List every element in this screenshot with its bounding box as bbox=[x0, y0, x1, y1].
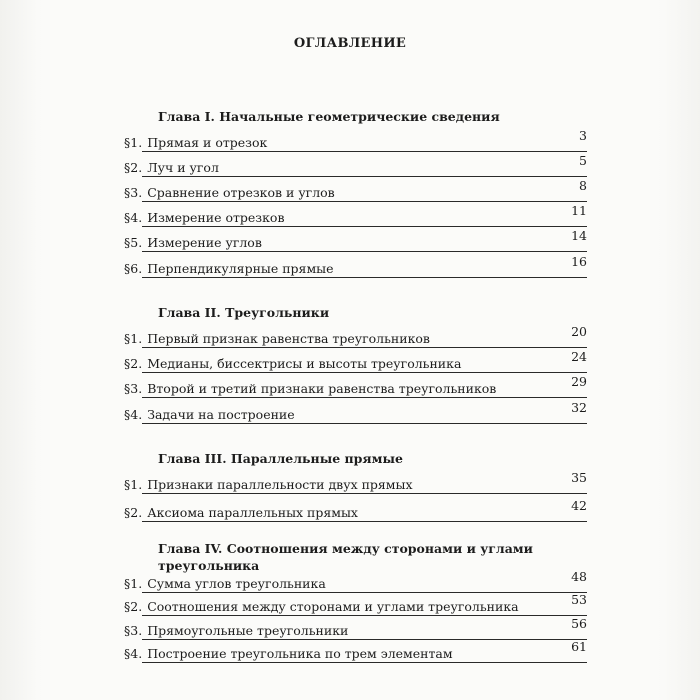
page-number: 35 bbox=[571, 470, 587, 485]
toc-entry bbox=[124, 569, 587, 595]
section-title: Построение треугольника по трем элементам bbox=[147, 646, 453, 661]
chapter-title: Глава III. Параллельные прямые bbox=[158, 451, 403, 466]
toc-entry bbox=[124, 616, 587, 642]
page-number: 32 bbox=[571, 400, 587, 415]
page-number: 42 bbox=[571, 498, 587, 513]
section-number: §1. bbox=[124, 331, 143, 346]
section-label bbox=[124, 477, 413, 492]
underline bbox=[142, 521, 587, 522]
section-number: §1. bbox=[124, 477, 143, 492]
section-title: Прямоугольные треугольники bbox=[147, 623, 349, 638]
underline bbox=[142, 277, 587, 278]
section-number: §2. bbox=[124, 505, 143, 520]
page-number: 3 bbox=[579, 128, 587, 143]
section-label bbox=[124, 623, 348, 638]
page-number: 20 bbox=[571, 324, 587, 339]
section-number: §3. bbox=[124, 185, 143, 200]
page-number: 24 bbox=[571, 349, 587, 364]
section-title: Измерение отрезков bbox=[147, 210, 285, 225]
page-number: 56 bbox=[571, 616, 587, 631]
section-label bbox=[124, 381, 496, 396]
section-number: §5. bbox=[124, 235, 143, 250]
section-number: §4. bbox=[124, 646, 143, 661]
section-label bbox=[124, 407, 295, 422]
toc-entry bbox=[124, 324, 587, 350]
page-number: 53 bbox=[571, 592, 587, 607]
chapter-title: Глава IV. Соотношения между сторонами и углами треугольника bbox=[158, 541, 533, 573]
underline bbox=[142, 639, 587, 640]
page-number: 11 bbox=[571, 203, 587, 218]
toc-entry bbox=[124, 498, 587, 524]
underline bbox=[142, 372, 587, 373]
page-number: 16 bbox=[571, 254, 587, 269]
section-number: §2. bbox=[124, 356, 143, 371]
section-title: Медианы, биссектрисы и высоты треугольника bbox=[147, 356, 462, 371]
toc-entry bbox=[124, 228, 587, 254]
section-label bbox=[124, 135, 267, 150]
chapter-title: Глава II. Треугольники bbox=[158, 305, 330, 320]
section-label bbox=[124, 646, 453, 661]
section-number: §1. bbox=[124, 576, 143, 591]
section-number: §4. bbox=[124, 210, 143, 225]
underline bbox=[142, 423, 587, 424]
toc-entry bbox=[124, 400, 587, 426]
toc-entry bbox=[124, 128, 587, 154]
page-number: 29 bbox=[571, 374, 587, 389]
section-label bbox=[124, 331, 430, 346]
section-title: Аксиома параллельных прямых bbox=[147, 505, 358, 520]
underline bbox=[142, 397, 587, 398]
page-number: 61 bbox=[571, 639, 587, 654]
section-title: Прямая и отрезок bbox=[147, 135, 268, 150]
underline bbox=[142, 662, 587, 663]
section-label bbox=[124, 235, 262, 250]
underline bbox=[142, 592, 587, 593]
section-number: §1. bbox=[124, 135, 143, 150]
section-title: Луч и угол bbox=[147, 160, 219, 175]
chapter-title: Глава I. Начальные геометрические сведения bbox=[158, 109, 500, 124]
page-number: 5 bbox=[579, 153, 587, 168]
section-title: Измерение углов bbox=[147, 235, 262, 250]
section-title: Первый признак равенства треугольников bbox=[147, 331, 430, 346]
section-number: §3. bbox=[124, 381, 143, 396]
section-label bbox=[124, 185, 335, 200]
toc-entry bbox=[124, 470, 587, 496]
section-title: Соотношения между сторонами и углами треугольника bbox=[147, 599, 519, 614]
section-label bbox=[124, 356, 461, 371]
section-title: Сумма углов треугольника bbox=[147, 576, 326, 591]
toc-entry bbox=[124, 178, 587, 204]
page-number: 8 bbox=[579, 178, 587, 193]
section-title: Перпендикулярные прямые bbox=[147, 261, 334, 276]
section-label bbox=[124, 599, 519, 614]
section-number: §2. bbox=[124, 599, 143, 614]
section-title: Сравнение отрезков и углов bbox=[147, 185, 335, 200]
toc-entry bbox=[124, 203, 587, 229]
underline bbox=[142, 251, 587, 252]
section-label bbox=[124, 576, 326, 591]
underline bbox=[142, 201, 587, 202]
section-number: §2. bbox=[124, 160, 143, 175]
section-number: §6. bbox=[124, 261, 143, 276]
toc-entry bbox=[124, 254, 587, 280]
toc-entry bbox=[124, 153, 587, 179]
toc-entry bbox=[124, 349, 587, 375]
section-number: §4. bbox=[124, 407, 143, 422]
toc-entry bbox=[124, 592, 587, 618]
underline bbox=[142, 347, 587, 348]
underline bbox=[142, 615, 587, 616]
section-label bbox=[124, 210, 285, 225]
page-number: 14 bbox=[571, 228, 587, 243]
toc-entry bbox=[124, 374, 587, 400]
section-label bbox=[124, 160, 219, 175]
underline bbox=[142, 151, 587, 152]
toc-entry bbox=[124, 639, 587, 665]
section-title: Задачи на построение bbox=[147, 407, 295, 422]
page-number: 48 bbox=[571, 569, 587, 584]
section-title: Второй и третий признаки равенства треугольников bbox=[147, 381, 497, 396]
underline bbox=[142, 493, 587, 494]
section-title: Признаки параллельности двух прямых bbox=[147, 477, 413, 492]
section-label bbox=[124, 505, 358, 520]
section-number: §3. bbox=[124, 623, 143, 638]
underline bbox=[142, 176, 587, 177]
section-label bbox=[124, 261, 334, 276]
underline bbox=[142, 226, 587, 227]
page-title: ОГЛАВЛЕНИЕ bbox=[293, 36, 407, 51]
